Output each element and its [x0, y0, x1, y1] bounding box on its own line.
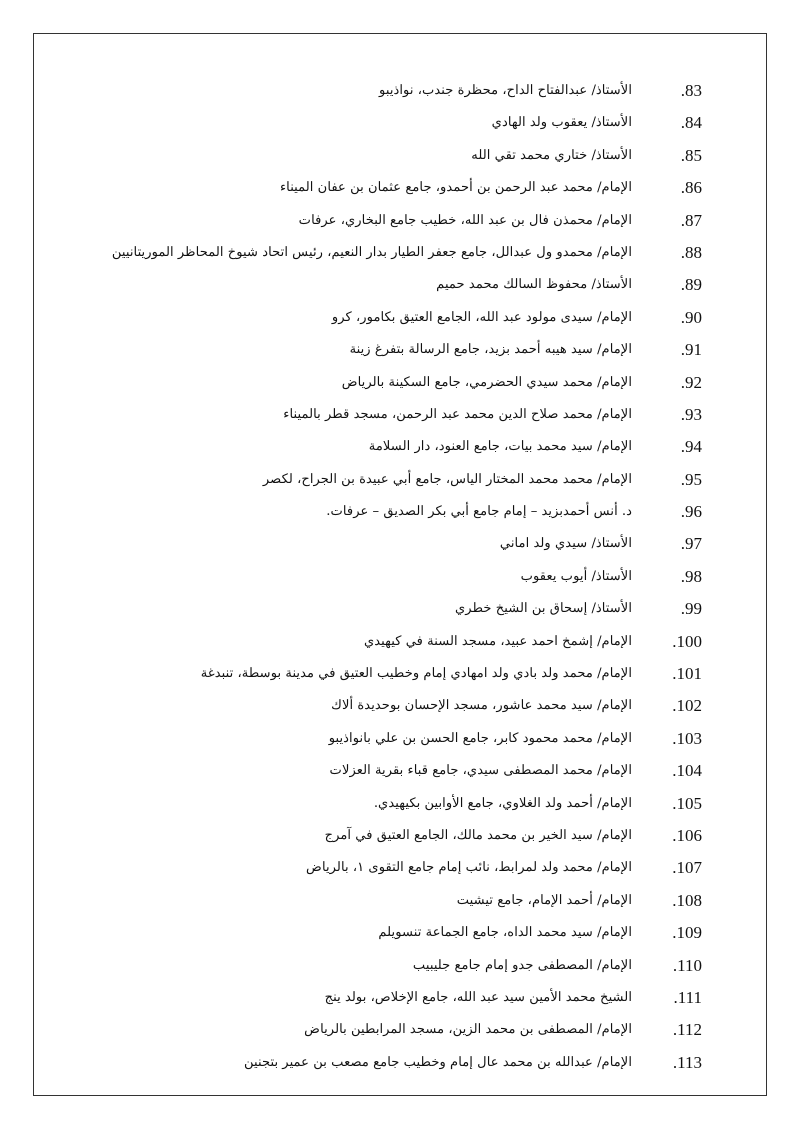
list-item — [70, 172, 702, 204]
entry-text: الأستاذ/ عبدالفتاح الداح، محظرة جندب، نواذيبو — [379, 83, 632, 98]
entry-text: الإمام/ سيد محمد بيات، جامع العنود، دار السلامة — [368, 439, 632, 455]
entry-number: .103 — [672, 728, 702, 748]
entry-number: .85 — [680, 145, 702, 165]
list-item — [70, 982, 702, 1014]
entry-text: الإمام/ محمد سيدي الحضرمي، جامع السكينة بالرياض — [341, 374, 632, 390]
entry-text: الإمام/ إشمخ احمد عبيد، مسجد السنة في كيهيدي — [363, 633, 632, 649]
entry-text: الإمام/ محمد ولد لمرابط، نائب إمام جامع التقوى ١، بالرياض — [306, 860, 632, 876]
list-item — [70, 1014, 702, 1046]
list-item — [70, 464, 702, 496]
entry-text: الأستاذ/ أيوب يعقوب — [520, 568, 632, 584]
entry-number: .97 — [680, 534, 702, 554]
entry-number: .98 — [680, 566, 702, 586]
entry-text: د. أنس أحمدبزيد – إمام جامع أبي بكر الصديق – عرفات. — [326, 504, 632, 520]
entry-text: الإمام/ محمد محمد المختار الياس، جامع أبي عبيدة بن الجراح، لكصر — [262, 471, 632, 487]
entry-number: .109 — [672, 923, 702, 943]
entry-text: الإمام/ المصطفى جدو إمام جامع جليبيب — [412, 957, 632, 973]
list-item — [70, 107, 702, 139]
entry-number: .104 — [672, 761, 702, 781]
entry-number: .87 — [680, 210, 702, 230]
entry-number: .102 — [672, 696, 702, 716]
entry-text: الإمام/ محمذن فال بن عبد الله، خطيب جامع البخاري، عرفات — [298, 212, 632, 228]
entry-number: .96 — [680, 502, 702, 522]
entry-number: .111 — [673, 987, 702, 1007]
entry-text: الإمام/ المصطفى بن محمد الزين، مسجد المرابطين بالرياض — [304, 1022, 632, 1038]
entry-text: الإمام/ سيد الخير بن محمد مالك، الجامع العتيق في آمرج — [324, 827, 632, 843]
entry-number: .110 — [672, 955, 702, 975]
entry-number: .106 — [672, 825, 702, 845]
list-item — [70, 658, 702, 690]
entry-number: .107 — [672, 858, 702, 878]
entry-number: .92 — [680, 372, 702, 392]
list-item — [70, 885, 702, 917]
list-item — [70, 723, 702, 755]
entry-text: الإمام/ محمد محمود كابر، جامع الحسن بن علي بانواذيبو — [328, 730, 632, 746]
entry-number: .89 — [680, 275, 702, 295]
entry-text: الأستاذ/ إسحاق بن الشيخ خطري — [454, 601, 632, 617]
entry-number: .113 — [672, 1052, 702, 1072]
list-item — [70, 237, 702, 269]
list-item — [70, 496, 702, 528]
entry-number: .95 — [680, 469, 702, 489]
list-item — [70, 269, 702, 301]
list-item — [70, 820, 702, 852]
entry-number: .84 — [680, 113, 702, 133]
entry-number: .94 — [680, 437, 702, 457]
list-item — [70, 950, 702, 982]
list-item — [70, 593, 702, 625]
entry-number: .93 — [680, 404, 702, 424]
entry-text: الأستاذ/ سيدي ولد اماني — [499, 536, 632, 552]
list-item — [70, 917, 702, 949]
entry-text: الإمام/ محمد ولد بادي ولد امهادي إمام وخطيب العتيق في مدينة بوسطة، تنبدغة — [200, 666, 632, 682]
entry-text: الإمام/ أحمد ولد الغلاوي، جامع الأوابين بكيهيدي. — [373, 795, 632, 811]
entry-text: الإمام/ محمد صلاح الدين محمد عبد الرحمن، مسجد قطر بالميناء — [283, 406, 632, 422]
entry-number: .83 — [680, 81, 702, 100]
entry-text: الإمام/ سيد هيبه أحمد بزيد، جامع الرسالة بتفرغ زينة — [349, 342, 632, 358]
list-item — [70, 431, 702, 463]
list-item — [70, 399, 702, 431]
entry-number: .99 — [680, 599, 702, 619]
list-item — [70, 561, 702, 593]
entry-number: .101 — [672, 664, 702, 684]
list-item — [70, 528, 702, 560]
list-item — [70, 1047, 702, 1079]
list-item — [70, 852, 702, 884]
entry-text: الأستاذ/ ختاري محمد تقي الله — [471, 147, 632, 163]
list-item — [70, 755, 702, 787]
list-item — [70, 367, 702, 399]
entry-number: .105 — [672, 793, 702, 813]
entry-text: الأستاذ/ يعقوب ولد الهادي — [491, 115, 632, 131]
entry-text: الأستاذ/ محفوظ السالك محمد حميم — [436, 277, 632, 293]
list-item — [70, 302, 702, 334]
entry-number: .88 — [680, 242, 702, 262]
entry-text: الشيخ محمد الأمين سيد عبد الله، جامع الإخلاص، بولد ينج — [324, 989, 632, 1005]
entry-text: الإمام/ أحمد الإمام، جامع تيشيت — [456, 892, 632, 908]
entry-text: الإمام/ محمدو ول عبدالل، جامع جعفر الطيار بدار النعيم، رئيس اتحاد شيوخ المحاظر الموريتانيين — [111, 244, 632, 260]
list-item — [70, 75, 702, 107]
list-item — [70, 690, 702, 722]
list-item — [70, 205, 702, 237]
list-item — [70, 140, 702, 172]
list-item — [70, 334, 702, 366]
entry-number: .90 — [680, 307, 702, 327]
list-item — [70, 626, 702, 658]
signatory-list — [70, 75, 702, 1079]
entry-number: .108 — [672, 890, 702, 910]
entry-number: .91 — [680, 340, 702, 360]
entry-text: الإمام/ سيد محمد الداه، جامع الجماعة تنسويلم — [378, 925, 632, 941]
entry-number: .100 — [672, 631, 702, 651]
list-item — [70, 788, 702, 820]
entry-text: الإمام/ عبدالله بن محمد عال إمام وخطيب جامع مصعب بن عمير بتجنين — [243, 1054, 632, 1070]
entry-text: الإمام/ محمد المصطفى سيدي، جامع قباء بقرية العزلات — [329, 763, 632, 779]
entry-number: .86 — [680, 178, 702, 198]
entry-text: الإمام/ سيدى مولود عبد الله، الجامع العتيق بكامور، كرو — [331, 309, 632, 325]
entry-text: الإمام/ محمد عبد الرحمن بن أحمدو، جامع عثمان بن عفان الميناء — [279, 180, 632, 196]
entry-text: الإمام/ سيد محمد عاشور، مسجد الإحسان بوحديدة ألاك — [331, 698, 632, 714]
entry-number: .112 — [672, 1020, 702, 1040]
